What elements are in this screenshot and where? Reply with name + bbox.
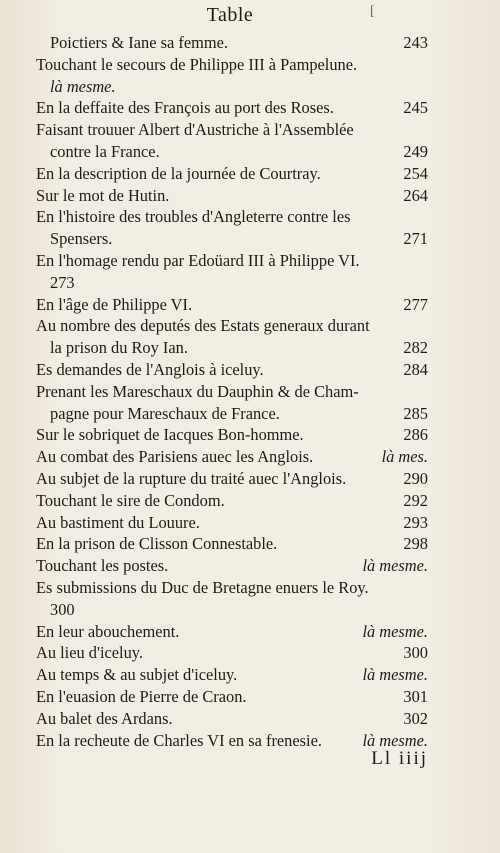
- entry-text: la prison du Roy Ian.: [50, 338, 188, 358]
- entry-text: Au nombre des deputés des Estats generaux durant: [36, 316, 370, 336]
- index-entry: [36, 686, 428, 708]
- entry-text: Touchant le secours de Philippe III à Pampelune.: [36, 54, 358, 74]
- entry-text: En l'euasion de Pierre de Craon.: [36, 686, 247, 706]
- page-title: Table: [206, 4, 254, 26]
- index-entry: [36, 228, 428, 250]
- entry-page-ref: 301: [403, 686, 428, 706]
- entry-text: Touchant les postes.: [36, 556, 169, 576]
- entry-text: 300: [50, 599, 75, 619]
- entry-text: Au bastiment du Louure.: [36, 512, 200, 532]
- index-entry: [36, 512, 428, 534]
- signature-mark: Ll iiij: [371, 748, 428, 769]
- entry-text: Au temps & au subjet d'iceluy.: [36, 665, 238, 685]
- entry-page-ref: 300: [403, 643, 428, 663]
- entry-text: Au lieu d'iceluy.: [36, 643, 144, 663]
- index-entry: [36, 250, 428, 272]
- entry-page-ref: là mesme.: [362, 556, 428, 576]
- entry-text: En l'histoire des troubles d'Angleterre contre les: [36, 207, 351, 227]
- index-entry: [36, 315, 428, 337]
- index-entry: [36, 206, 428, 228]
- index-entry: [36, 468, 428, 490]
- index-entry: [36, 708, 428, 730]
- index-entry: [36, 424, 428, 446]
- entry-page-ref: 298: [403, 534, 428, 554]
- entry-page-ref: 286: [403, 425, 428, 445]
- entry-page-ref: là mesme.: [362, 621, 428, 641]
- entry-text: Es demandes de l'Anglois à iceluy.: [36, 359, 264, 379]
- entry-page-ref: 285: [403, 403, 428, 423]
- entry-text: En la deffaite des François au port des Roses.: [36, 98, 334, 118]
- index-entry: [36, 403, 428, 425]
- entry-text: Sur le sobriquet de Iacques Bon-homme.: [36, 425, 304, 445]
- index-entry: [36, 119, 428, 141]
- entry-text: 273: [50, 272, 75, 292]
- index-entry: [36, 294, 428, 316]
- entry-text: Touchant le sire de Condom.: [36, 490, 225, 510]
- index-entry: [36, 141, 428, 163]
- index-entry: [36, 54, 428, 76]
- entry-text: contre la France.: [50, 141, 160, 161]
- entry-page-ref: 293: [403, 512, 428, 532]
- entry-text: Spensers.: [50, 229, 113, 249]
- entry-text: Au combat des Parisiens auec les Anglois.: [36, 447, 314, 467]
- entry-page-ref: 282: [403, 338, 428, 358]
- entry-page-ref: 264: [403, 185, 428, 205]
- index-entry: [36, 359, 428, 381]
- index-entries: [36, 32, 428, 751]
- entry-text: En l'homage rendu par Edoüard III à Philippe VI.: [36, 250, 360, 270]
- index-entry: [36, 533, 428, 555]
- header-mark: [: [370, 4, 375, 19]
- entry-text: pagne pour Mareschaux de France.: [50, 403, 280, 423]
- index-entry: [36, 642, 428, 664]
- entry-page-ref: 254: [403, 163, 428, 183]
- index-entry: [36, 381, 428, 403]
- index-entry: [36, 163, 428, 185]
- entry-page-ref: 271: [403, 229, 428, 249]
- entry-page-ref: 277: [403, 294, 428, 314]
- entry-page-ref: là mesme.: [362, 665, 428, 685]
- entry-text: Faisant trouuer Albert d'Austriche à l'Assemblée: [36, 120, 354, 140]
- index-entry: [36, 272, 428, 294]
- entry-text: Poictiers & Iane sa femme.: [50, 33, 228, 52]
- entry-page-ref: 292: [403, 490, 428, 510]
- entry-text: Au subjet de la rupture du traité auec l'Anglois.: [36, 468, 347, 488]
- index-entry: [36, 555, 428, 577]
- entry-text: En la description de la journée de Courtray.: [36, 163, 321, 183]
- entry-page-ref: là mes.: [381, 447, 428, 467]
- entry-text: En l'âge de Philippe VI.: [36, 294, 193, 314]
- entry-text: Es submissions du Duc de Bretagne enuers le Roy.: [36, 577, 369, 597]
- entry-page-ref: 245: [403, 98, 428, 118]
- entry-text: Sur le mot de Hutin.: [36, 185, 170, 205]
- entry-text: Au balet des Ardans.: [36, 708, 173, 728]
- index-entry: [36, 32, 428, 54]
- entry-text: Prenant les Mareschaux du Dauphin & de Cham-: [36, 381, 359, 401]
- index-entry: [36, 664, 428, 686]
- index-entry: [36, 76, 428, 98]
- index-entry: [36, 490, 428, 512]
- index-entry: [36, 97, 428, 119]
- entry-text: En la prison de Clisson Connestable.: [36, 534, 278, 554]
- running-header: [0, 4, 500, 30]
- index-entry: [36, 621, 428, 643]
- entry-page-ref: 302: [403, 708, 428, 728]
- entry-page-ref: 284: [403, 359, 428, 379]
- entry-page-ref: 249: [403, 141, 428, 161]
- index-entry: [36, 577, 428, 599]
- entry-text: En la recheute de Charles VI en sa frenesie.: [36, 730, 322, 750]
- entry-page-ref: là mesme.: [362, 730, 428, 750]
- entry-page-ref: 290: [403, 468, 428, 488]
- index-entry: [36, 599, 428, 621]
- index-entry: [36, 337, 428, 359]
- entry-text: En leur abouchement.: [36, 621, 180, 641]
- entry-page-ref: 243: [403, 33, 428, 52]
- index-entry: [36, 185, 428, 207]
- entry-text: là mesme.: [50, 76, 116, 96]
- page-footer: [0, 748, 500, 776]
- index-entry: [36, 446, 428, 468]
